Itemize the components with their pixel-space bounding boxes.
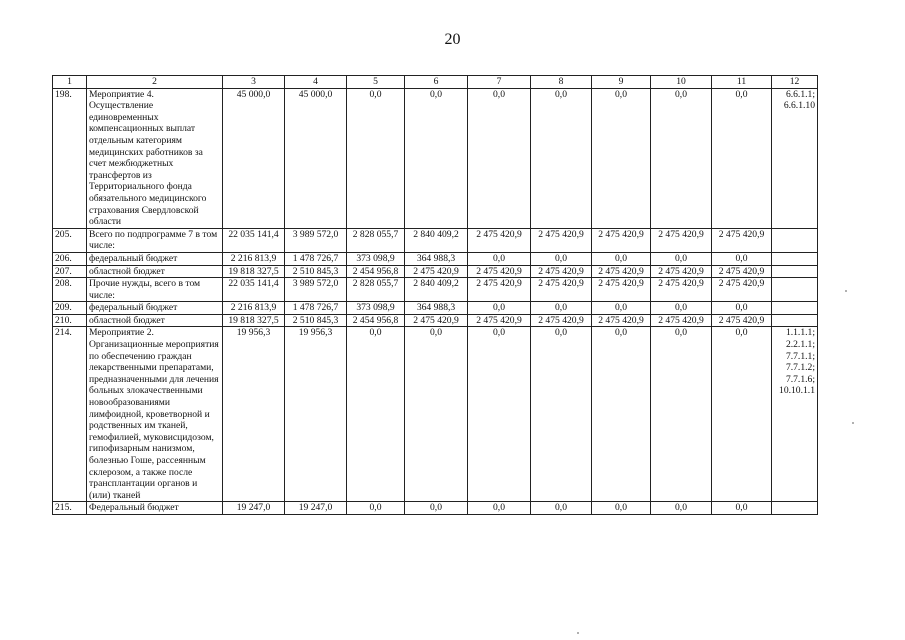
row-number: 208. bbox=[53, 278, 87, 302]
column-header: 7 bbox=[468, 76, 531, 89]
row-name: Мероприятие 4. Осуществление единовременных компенсационных выплат отдельным категориям медицинских работников за счет межбюджетных трансфертов из Территориального фонда обязательного медицинского страхования Свердловской области bbox=[87, 88, 223, 228]
row-value: 0,0 bbox=[347, 502, 405, 515]
row-value: 0,0 bbox=[712, 252, 772, 265]
column-header: 1 bbox=[53, 76, 87, 89]
row-value: 19 818 327,5 bbox=[223, 265, 285, 278]
row-value: 0,0 bbox=[347, 327, 405, 502]
row-value: 1 478 726,7 bbox=[285, 302, 347, 315]
row-value: 0,0 bbox=[468, 502, 531, 515]
scan-speck bbox=[845, 290, 847, 292]
row-value: 364 988,3 bbox=[405, 302, 468, 315]
column-header: 2 bbox=[87, 76, 223, 89]
row-value: 19 247,0 bbox=[223, 502, 285, 515]
row-value: 2 475 420,9 bbox=[592, 228, 651, 252]
row-value: 0,0 bbox=[468, 302, 531, 315]
row-value: 2 475 420,9 bbox=[712, 314, 772, 327]
table-row bbox=[53, 228, 818, 252]
row-value: 0,0 bbox=[712, 327, 772, 502]
row-value: 2 840 409,2 bbox=[405, 278, 468, 302]
row-value: 0,0 bbox=[592, 327, 651, 502]
row-value: 2 475 420,9 bbox=[531, 265, 592, 278]
row-target-codes bbox=[772, 502, 818, 515]
column-header: 6 bbox=[405, 76, 468, 89]
row-target-codes: 6.6.1.1; 6.6.1.10 bbox=[772, 88, 818, 228]
row-number: 210. bbox=[53, 314, 87, 327]
row-value: 0,0 bbox=[531, 302, 592, 315]
row-target-codes: 1.1.1.1; 2.2.1.1; 7.7.1.1; 7.7.1.2; 7.7.1.6; 10.10.1.1 bbox=[772, 327, 818, 502]
row-value: 2 475 420,9 bbox=[531, 278, 592, 302]
row-value: 2 475 420,9 bbox=[712, 265, 772, 278]
row-value: 2 454 956,8 bbox=[347, 314, 405, 327]
table-row bbox=[53, 265, 818, 278]
row-value: 2 475 420,9 bbox=[592, 265, 651, 278]
row-value: 45 000,0 bbox=[285, 88, 347, 228]
row-number: 205. bbox=[53, 228, 87, 252]
table-row bbox=[53, 314, 818, 327]
column-header: 9 bbox=[592, 76, 651, 89]
column-header: 11 bbox=[712, 76, 772, 89]
table-row bbox=[53, 252, 818, 265]
row-value: 0,0 bbox=[531, 502, 592, 515]
row-number: 209. bbox=[53, 302, 87, 315]
row-value: 19 247,0 bbox=[285, 502, 347, 515]
row-value: 2 828 055,7 bbox=[347, 278, 405, 302]
row-value: 2 475 420,9 bbox=[468, 278, 531, 302]
row-value: 2 475 420,9 bbox=[651, 278, 712, 302]
row-value: 0,0 bbox=[651, 327, 712, 502]
row-value: 0,0 bbox=[347, 88, 405, 228]
row-number: 215. bbox=[53, 502, 87, 515]
row-value: 2 454 956,8 bbox=[347, 265, 405, 278]
row-value: 2 475 420,9 bbox=[592, 278, 651, 302]
row-value: 2 828 055,7 bbox=[347, 228, 405, 252]
budget-table bbox=[52, 75, 818, 515]
row-value: 2 840 409,2 bbox=[405, 228, 468, 252]
row-number: 214. bbox=[53, 327, 87, 502]
row-value: 0,0 bbox=[651, 88, 712, 228]
row-value: 0,0 bbox=[592, 502, 651, 515]
row-value: 0,0 bbox=[531, 88, 592, 228]
row-value: 3 989 572,0 bbox=[285, 278, 347, 302]
row-value: 19 956,3 bbox=[223, 327, 285, 502]
row-value: 2 216 813,9 bbox=[223, 252, 285, 265]
row-target-codes bbox=[772, 302, 818, 315]
row-value: 22 035 141,4 bbox=[223, 278, 285, 302]
row-value: 2 475 420,9 bbox=[651, 265, 712, 278]
row-value: 2 475 420,9 bbox=[531, 228, 592, 252]
table-row bbox=[53, 278, 818, 302]
column-header: 10 bbox=[651, 76, 712, 89]
row-value: 2 510 845,3 bbox=[285, 314, 347, 327]
row-value: 2 475 420,9 bbox=[405, 265, 468, 278]
column-header: 3 bbox=[223, 76, 285, 89]
row-value: 0,0 bbox=[712, 88, 772, 228]
row-value: 373 098,9 bbox=[347, 252, 405, 265]
scan-speck bbox=[577, 632, 579, 634]
row-value: 2 475 420,9 bbox=[651, 228, 712, 252]
row-value: 0,0 bbox=[651, 302, 712, 315]
column-header: 12 bbox=[772, 76, 818, 89]
row-name: Прочие нужды, всего в том числе: bbox=[87, 278, 223, 302]
row-value: 0,0 bbox=[468, 88, 531, 228]
row-value: 0,0 bbox=[405, 502, 468, 515]
column-header: 4 bbox=[285, 76, 347, 89]
row-name: областной бюджет bbox=[87, 265, 223, 278]
column-header: 8 bbox=[531, 76, 592, 89]
row-value: 0,0 bbox=[651, 252, 712, 265]
row-name: федеральный бюджет bbox=[87, 252, 223, 265]
row-name: Всего по подпрограмме 7 в том числе: bbox=[87, 228, 223, 252]
row-name: Мероприятие 2. Организационные мероприятия по обеспечению граждан лекарственными препаратами, предназначенными для лечения больных злокачественными новообразованиями лимфоидной, кроветворной и родственных им тканей, гемофилией, муковисцидозом, гипофизарным нанизмом, болезнью Гоше, рассеянным склерозом, а также после трансплантации органов и (или) тканей bbox=[87, 327, 223, 502]
row-target-codes bbox=[772, 228, 818, 252]
row-number: 198. bbox=[53, 88, 87, 228]
row-target-codes bbox=[772, 278, 818, 302]
row-value: 0,0 bbox=[712, 502, 772, 515]
row-value: 22 035 141,4 bbox=[223, 228, 285, 252]
row-value: 0,0 bbox=[531, 252, 592, 265]
table-row bbox=[53, 302, 818, 315]
row-value: 2 216 813,9 bbox=[223, 302, 285, 315]
row-value: 2 475 420,9 bbox=[531, 314, 592, 327]
row-value: 364 988,3 bbox=[405, 252, 468, 265]
row-value: 0,0 bbox=[592, 252, 651, 265]
row-value: 0,0 bbox=[468, 327, 531, 502]
row-value: 2 475 420,9 bbox=[592, 314, 651, 327]
row-target-codes bbox=[772, 314, 818, 327]
row-value: 0,0 bbox=[405, 327, 468, 502]
row-value: 2 475 420,9 bbox=[468, 314, 531, 327]
row-value: 2 510 845,3 bbox=[285, 265, 347, 278]
row-value: 3 989 572,0 bbox=[285, 228, 347, 252]
row-value: 0,0 bbox=[405, 88, 468, 228]
row-value: 2 475 420,9 bbox=[712, 278, 772, 302]
row-number: 207. bbox=[53, 265, 87, 278]
row-value: 0,0 bbox=[468, 252, 531, 265]
row-value: 2 475 420,9 bbox=[651, 314, 712, 327]
row-name: Федеральный бюджет bbox=[87, 502, 223, 515]
table-row bbox=[53, 88, 818, 228]
row-value: 2 475 420,9 bbox=[405, 314, 468, 327]
row-number: 206. bbox=[53, 252, 87, 265]
row-value: 19 818 327,5 bbox=[223, 314, 285, 327]
row-value: 2 475 420,9 bbox=[712, 228, 772, 252]
table-row bbox=[53, 327, 818, 502]
row-value: 0,0 bbox=[592, 302, 651, 315]
row-value: 0,0 bbox=[651, 502, 712, 515]
row-name: областной бюджет bbox=[87, 314, 223, 327]
row-value: 0,0 bbox=[531, 327, 592, 502]
row-value: 1 478 726,7 bbox=[285, 252, 347, 265]
row-value: 373 098,9 bbox=[347, 302, 405, 315]
row-value: 0,0 bbox=[592, 88, 651, 228]
column-header-row bbox=[53, 76, 818, 89]
scan-speck bbox=[852, 422, 854, 424]
table-body bbox=[53, 76, 818, 515]
row-value: 45 000,0 bbox=[223, 88, 285, 228]
row-value: 2 475 420,9 bbox=[468, 265, 531, 278]
row-value: 19 956,3 bbox=[285, 327, 347, 502]
row-target-codes bbox=[772, 265, 818, 278]
row-target-codes bbox=[772, 252, 818, 265]
column-header: 5 bbox=[347, 76, 405, 89]
row-value: 0,0 bbox=[712, 302, 772, 315]
row-value: 2 475 420,9 bbox=[468, 228, 531, 252]
table-row bbox=[53, 502, 818, 515]
row-name: федеральный бюджет bbox=[87, 302, 223, 315]
page-number: 20 bbox=[444, 31, 461, 48]
